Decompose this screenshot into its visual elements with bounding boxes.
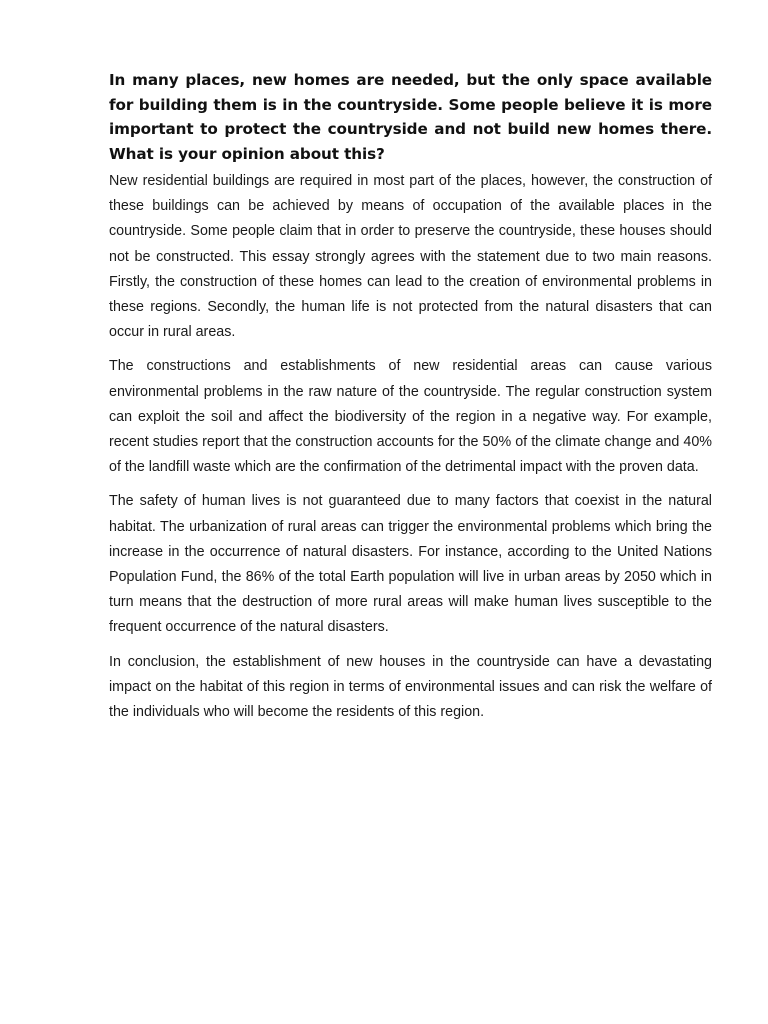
paragraph-body-safety: The safety of human lives is not guaranteed due to many factors that coexist in the natural habitat. The urbanization of rural areas can trigger the environmental problems which bring the increase in the occurrence of natural disasters. For instance, according to the United Nations Population Fund, the 86% of the total Earth population will live in urban areas by 2050 which in turn means that the destruction of more rural areas will make human lives susceptible to the frequent occurrence of the natural disasters. xyxy=(109,493,712,636)
paragraph-introduction: New residential buildings are required in most part of the places, however, the construction of these buildings can be achieved by means of occupation of the available places in the countryside. Some people claim that in order to preserve the countryside, these houses should not be constructed. This essay strongly agrees with the statement due to two main reasons. Firstly, the construction of these homes can lead to the creation of environmental problems in these regions. Secondly, the human life is not protected from the natural disasters that can occur in rural areas. xyxy=(109,173,712,341)
document-page xyxy=(109,68,712,734)
essay-question: In many places, new homes are needed, but the only space available for building them is in the countryside. Some people believe it is more important to protect the countryside and not build new homes there. What is your opinion about this? xyxy=(109,71,712,163)
paragraph-conclusion: In conclusion, the establishment of new houses in the countryside can have a devastating impact on the habitat of this region in terms of environmental issues and can risk the welfare of the individuals who will become the residents of this region. xyxy=(109,653,712,721)
paragraph-body-environment: The constructions and establishments of new residential areas can cause various environmental problems in the raw nature of the countryside. The regular construction system can exploit the soil and affect the biodiversity of the region in a negative way. For example, recent studies report that the construction accounts for the 50% of the climate change and 40% of the landfill waste which are the confirmation of the detrimental impact with the proven data. xyxy=(109,358,712,476)
